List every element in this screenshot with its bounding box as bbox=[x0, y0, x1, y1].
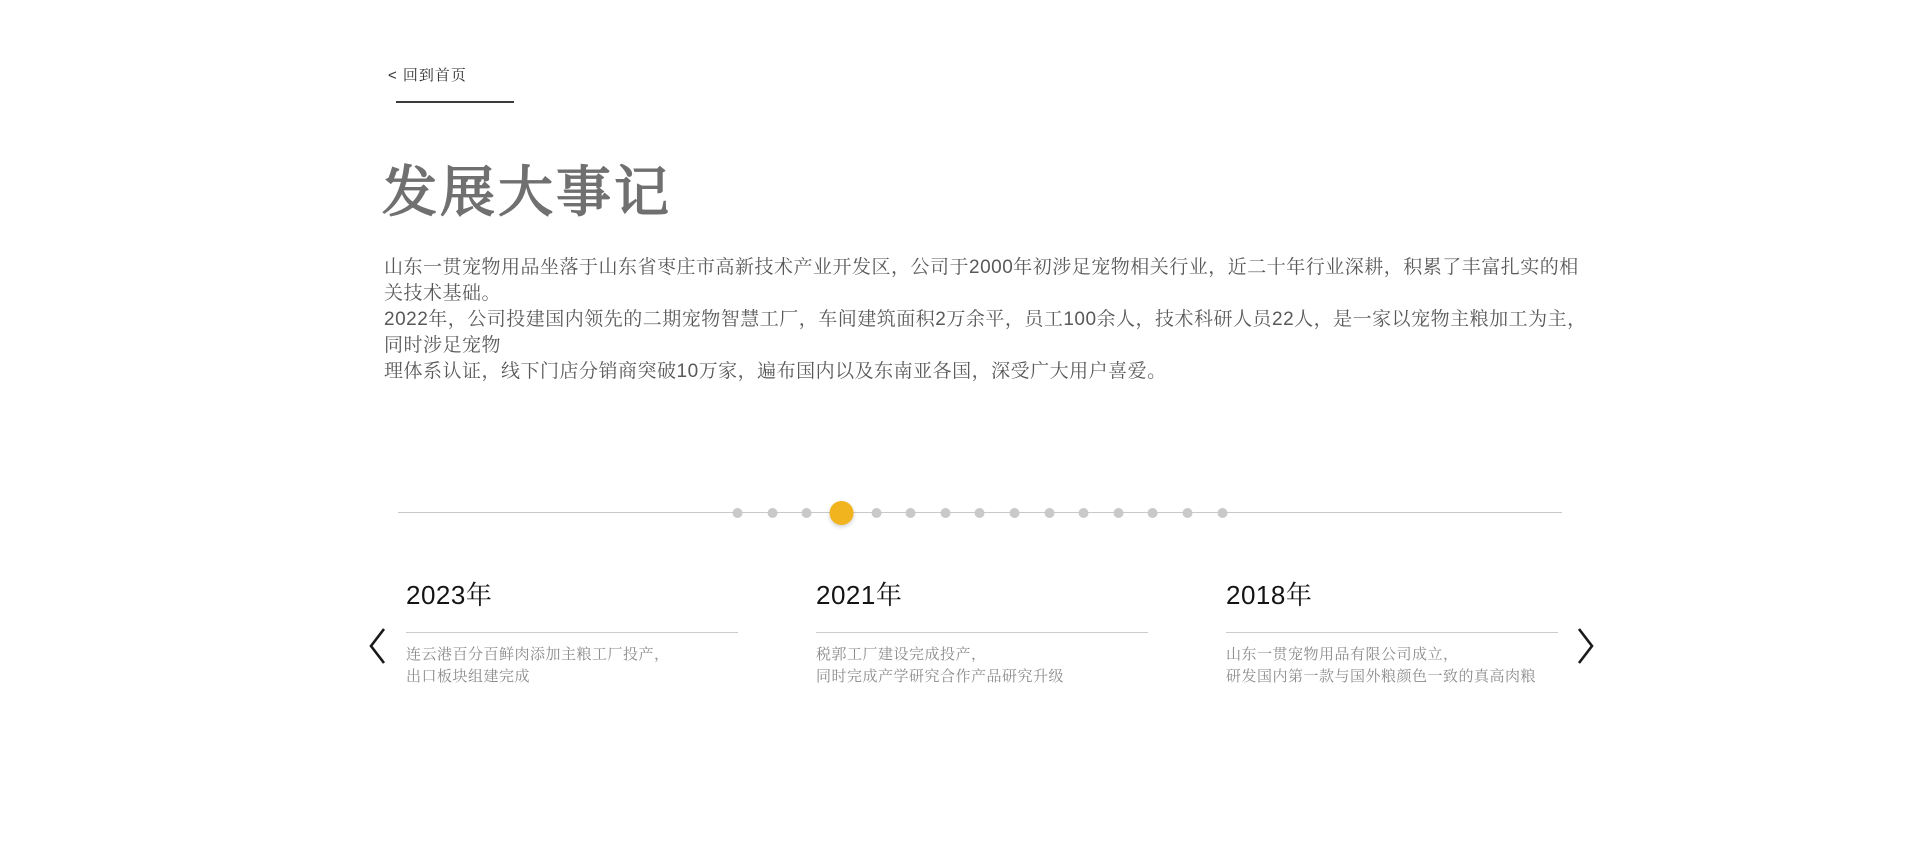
intro-line-3: 理体系认证，线下门店分销商突破10万家，遍布国内以及东南亚各国，深受广大用户喜爱。 bbox=[384, 361, 1167, 382]
milestone-desc-line: 研发国内第一款与国外粮颜色一致的真高肉粮 bbox=[1226, 668, 1537, 685]
timeline-dot-slot[interactable] bbox=[1032, 500, 1067, 526]
milestone-divider bbox=[406, 632, 738, 633]
milestone-desc-line: 税郭工厂建设完成投产， bbox=[816, 646, 987, 663]
milestone-desc-line: 山东一贯宠物用品有限公司成立， bbox=[1226, 646, 1459, 663]
milestone-desc-line: 连云港百分百鲜肉添加主粮工厂投产， bbox=[406, 646, 670, 663]
milestone-desc bbox=[1226, 644, 1558, 688]
timeline-dot-slot[interactable] bbox=[1066, 500, 1101, 526]
milestone-year: 2021年 bbox=[816, 580, 903, 610]
intro-line-1: 山东一贯宠物用品坐落于山东省枣庄市高新技术产业开发区，公司于2000年初涉足宠物相关行业，近二十年行业深耕，积累了丰富扎实的相关技术基础。 bbox=[384, 257, 1579, 304]
timeline-dot-slot[interactable] bbox=[721, 500, 756, 526]
timeline-dot-slot[interactable] bbox=[1136, 500, 1171, 526]
timeline-dot-slot[interactable] bbox=[1170, 500, 1205, 526]
milestone-year: 2023年 bbox=[406, 580, 493, 610]
next-button[interactable] bbox=[1572, 624, 1598, 668]
back-to-home-link[interactable]: < 回到首页 bbox=[388, 67, 467, 84]
timeline-dot-slot[interactable] bbox=[790, 500, 825, 526]
page-title: 发展大事记 bbox=[382, 161, 673, 223]
chevron-left-icon bbox=[368, 627, 387, 665]
timeline-dot[interactable] bbox=[871, 508, 881, 518]
timeline-dot-slot[interactable] bbox=[1101, 500, 1136, 526]
timeline-dot-slot[interactable] bbox=[928, 500, 963, 526]
timeline-dot[interactable] bbox=[1010, 508, 1020, 518]
timeline-dot-active[interactable] bbox=[830, 501, 854, 525]
timeline-dot[interactable] bbox=[1217, 508, 1227, 518]
timeline-dot[interactable] bbox=[1079, 508, 1089, 518]
intro-line-2: 2022年，公司投建国内领先的二期宠物智慧工厂，车间建筑面积2万余平，员工100余人，技术科研人员22人，是一家以宠物主粮加工为主，同时涉足宠物 bbox=[384, 309, 1587, 356]
milestone-desc-line: 出口板块组建完成 bbox=[406, 668, 531, 685]
timeline-dot[interactable] bbox=[906, 508, 916, 518]
milestone-card bbox=[1226, 575, 1558, 688]
chevron-right-icon bbox=[1576, 627, 1595, 665]
timeline-dot-slot[interactable] bbox=[963, 500, 998, 526]
timeline-dot-slot[interactable] bbox=[824, 500, 859, 526]
timeline-dot-slot[interactable] bbox=[859, 500, 894, 526]
milestone-year: 2018年 bbox=[1226, 580, 1313, 610]
milestone-card bbox=[406, 575, 738, 688]
timeline-dot-slot[interactable] bbox=[1205, 500, 1240, 526]
milestone-desc bbox=[406, 644, 738, 688]
timeline-dot-slot[interactable] bbox=[894, 500, 929, 526]
timeline-dot[interactable] bbox=[1148, 508, 1158, 518]
timeline-dot[interactable] bbox=[802, 508, 812, 518]
milestone-divider bbox=[1226, 632, 1558, 633]
milestone-divider bbox=[816, 632, 1148, 633]
timeline-dot[interactable] bbox=[1044, 508, 1054, 518]
milestone-desc-line: 同时完成产学研究合作产品研究升级 bbox=[816, 668, 1065, 685]
timeline-dot[interactable] bbox=[767, 508, 777, 518]
title-rule-divider bbox=[396, 101, 514, 103]
timeline-dot[interactable] bbox=[975, 508, 985, 518]
timeline-dot-slot[interactable] bbox=[997, 500, 1032, 526]
timeline-dot-slot[interactable] bbox=[755, 500, 790, 526]
timeline-dots bbox=[721, 500, 1240, 526]
timeline-dot[interactable] bbox=[1113, 508, 1123, 518]
timeline-dot[interactable] bbox=[1183, 508, 1193, 518]
milestone-desc bbox=[816, 644, 1148, 688]
timeline-dot[interactable] bbox=[733, 508, 743, 518]
timeline-dot[interactable] bbox=[940, 508, 950, 518]
milestone-cards bbox=[406, 575, 1558, 688]
prev-button[interactable] bbox=[364, 624, 390, 668]
intro-paragraph bbox=[384, 255, 1594, 385]
timeline bbox=[398, 500, 1562, 526]
milestone-card bbox=[816, 575, 1148, 688]
